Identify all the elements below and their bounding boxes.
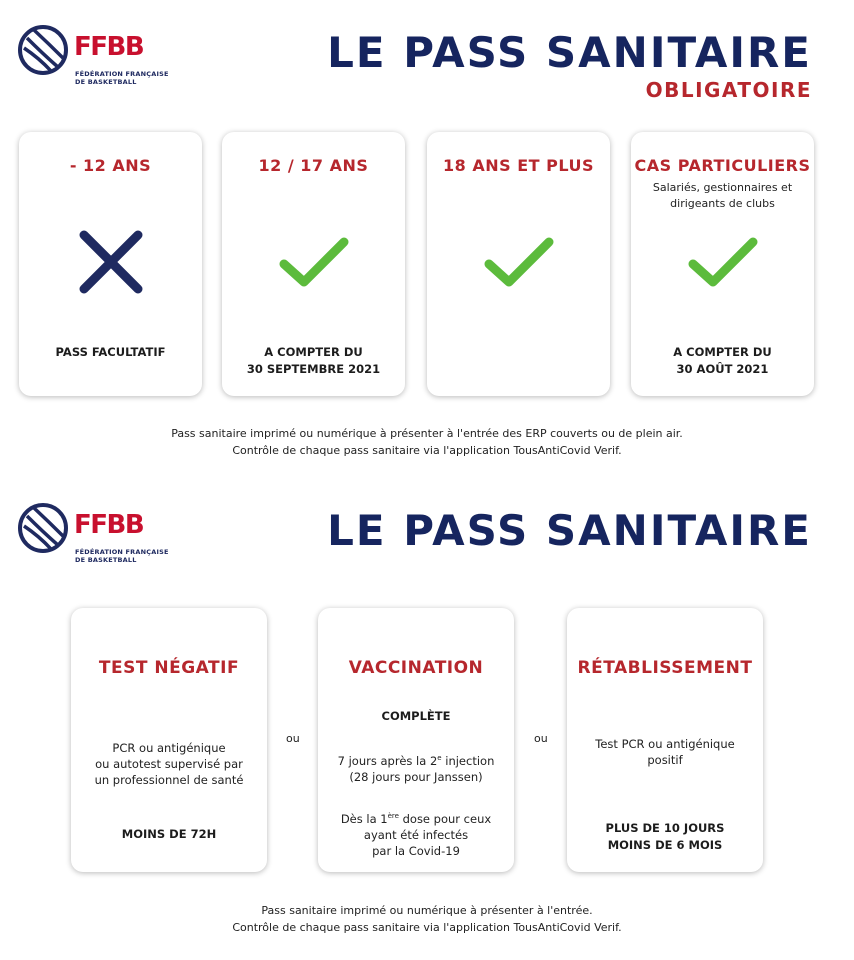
basketball-icon	[17, 502, 69, 554]
card-note: Salariés, gestionnaires et dirigeants de clubs	[652, 181, 793, 210]
body-text: 7 jours après la 2	[337, 753, 438, 768]
or-separator: ou	[286, 732, 300, 745]
card-vaccination	[318, 608, 514, 872]
body-line: (28 jours pour Janssen)	[349, 769, 483, 784]
cross-icon	[76, 227, 146, 297]
body-line	[324, 750, 508, 769]
card-body-vaccination-delay	[324, 750, 508, 785]
logo-wordmark: FFBB	[74, 32, 144, 62]
logo-subtitle: FÉDÉRATION FRANÇAISE DE BASKETBALL	[75, 548, 169, 564]
footnote	[0, 425, 854, 459]
pass-obligatoire-section	[0, 0, 854, 470]
footnote-line: Pass sanitaire imprimé ou numérique à présenter à l'entrée des ERP couverts ou de plein air.	[171, 427, 683, 440]
card-heading: - 12 ANS	[69, 156, 152, 175]
age-card-under-12	[19, 132, 202, 396]
ffbb-logo	[17, 502, 217, 572]
footnote-line: Pass sanitaire imprimé ou numérique à présenter à l'entrée.	[261, 904, 593, 917]
card-heading: RÉTABLISSEMENT	[577, 658, 753, 678]
basketball-icon	[17, 24, 69, 76]
check-icon	[483, 234, 555, 294]
age-card-12-17	[222, 132, 405, 396]
check-icon	[687, 234, 759, 294]
card-heading: 12 / 17 ANS	[258, 156, 369, 175]
footnote-line: Contrôle de chaque pass sanitaire via l'application TousAntiCovid Verif.	[232, 921, 622, 934]
superscript: e	[437, 754, 442, 762]
card-heading: VACCINATION	[348, 658, 484, 678]
check-icon	[278, 234, 350, 294]
card-body-infected	[324, 808, 508, 859]
card-heading: TEST NÉGATIF	[98, 658, 240, 678]
body-text: dose pour ceux	[398, 811, 492, 826]
body-text: injection	[441, 753, 495, 768]
card-body: Test PCR ou antigénique positif	[595, 737, 735, 767]
card-retablissement	[567, 608, 763, 872]
card-heading: CAS PARTICULIERS	[634, 156, 811, 175]
card-heading: 18 ANS ET PLUS	[443, 156, 594, 175]
footnote	[0, 902, 854, 936]
card-subheading: COMPLÈTE	[381, 709, 451, 723]
age-card-special-cases	[631, 132, 814, 396]
page-title: LE PASS SANITAIRE	[327, 28, 812, 77]
card-footer: PLUS DE 10 JOURS MOINS DE 6 MOIS	[605, 821, 725, 852]
logo-wordmark: FFBB	[74, 510, 144, 540]
card-body: PCR ou antigénique ou autotest supervisé par un professionnel de santé	[94, 741, 244, 787]
ffbb-logo	[17, 24, 217, 94]
superscript: ère	[387, 812, 399, 820]
body-line: ayant été infectés par la Covid-19	[363, 827, 469, 858]
footnote-line: Contrôle de chaque pass sanitaire via l'application TousAntiCovid Verif.	[232, 444, 622, 457]
page-subtitle: OBLIGATOIRE	[645, 78, 812, 102]
page-title: LE PASS SANITAIRE	[327, 506, 812, 555]
or-separator: ou	[534, 732, 548, 745]
body-text: Dès la 1	[340, 811, 388, 826]
body-line	[324, 808, 508, 827]
card-footer: A COMPTER DU 30 AOÛT 2021	[673, 345, 772, 376]
logo-subtitle: FÉDÉRATION FRANÇAISE DE BASKETBALL	[75, 70, 169, 86]
card-test-negatif	[71, 608, 267, 872]
pass-types-section	[0, 488, 854, 960]
card-footer: PASS FACULTATIF	[55, 345, 166, 359]
card-footer: MOINS DE 72H	[121, 827, 217, 841]
age-card-18-plus	[427, 132, 610, 396]
card-footer: A COMPTER DU 30 SEPTEMBRE 2021	[246, 345, 381, 376]
